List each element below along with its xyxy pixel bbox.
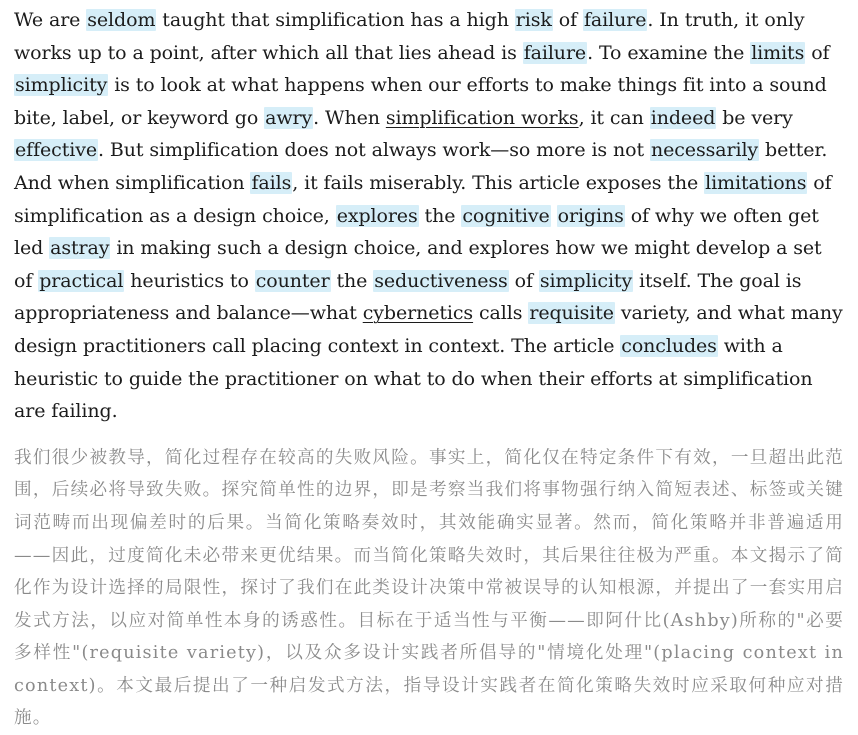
highlighted-word[interactable]: necessarily <box>650 139 759 162</box>
text-segment: variety, and what many design practitioners call placing context in context. The article <box>14 302 843 357</box>
highlighted-word[interactable]: counter <box>255 269 330 292</box>
highlighted-word[interactable]: cognitive <box>462 204 550 227</box>
text-segment: in making such a design choice, and explores how we might develop a set of <box>14 237 822 292</box>
text-segment: of <box>508 269 539 292</box>
text-segment: of <box>552 9 583 31</box>
underlined-phrase[interactable]: cybernetics <box>362 302 474 325</box>
highlighted-word[interactable]: awry <box>265 106 313 129</box>
highlighted-word[interactable]: limits <box>751 41 805 64</box>
text-segment: . In truth, it only works up to a point, after which all that lies ahead is <box>14 9 805 64</box>
highlighted-word[interactable]: origins <box>557 204 624 227</box>
highlighted-word[interactable]: simplicity <box>15 74 108 97</box>
text-segment: . To examine the <box>587 41 751 64</box>
english-paragraph <box>14 4 844 428</box>
text-segment: calls <box>473 302 529 325</box>
text-segment: . When <box>313 106 386 129</box>
highlighted-word[interactable]: limitations <box>705 171 807 194</box>
text-segment: of <box>805 41 830 64</box>
highlighted-word[interactable]: indeed <box>650 106 716 129</box>
text-segment: . But simplification does not always work—so more is not <box>97 139 650 162</box>
text-segment: of why we often get led <box>14 204 819 260</box>
text-segment: heuristics to <box>124 269 255 292</box>
highlighted-word[interactable]: practical <box>39 269 124 292</box>
highlighted-word[interactable]: fails <box>251 171 292 194</box>
text-segment: with a heuristic to guide the practitioner on what to do when their efforts at simplification are failing. <box>14 334 813 423</box>
highlighted-word[interactable]: simplicity <box>539 269 633 292</box>
text-segment: , it can <box>578 106 650 129</box>
highlighted-word[interactable]: seldom <box>87 9 156 31</box>
text-segment: be very <box>716 106 793 129</box>
text-segment: the <box>330 269 374 292</box>
text-segment: is to look at what happens when our efforts to make things fit into a sound bite, label, or keyword go <box>14 74 827 129</box>
text-segment: taught that simplification has a high <box>156 9 515 31</box>
highlighted-word[interactable]: failure <box>523 41 587 64</box>
highlighted-word[interactable]: risk <box>515 9 552 31</box>
highlighted-word[interactable]: astray <box>50 237 110 260</box>
text-segment: itself. The goal is appropriateness and balance—what <box>14 269 802 325</box>
highlighted-word[interactable]: failure <box>583 9 647 31</box>
text-segment: the <box>418 204 462 227</box>
highlighted-word[interactable]: seductiveness <box>374 269 508 292</box>
bilingual-reader <box>14 4 844 735</box>
text-segment <box>551 205 557 227</box>
underlined-phrase[interactable]: simplification works <box>385 106 579 129</box>
text-segment: of simplification as a design choice, <box>14 171 832 227</box>
highlighted-word[interactable]: requisite <box>529 302 614 325</box>
text-segment: better. And when simplification <box>14 139 828 194</box>
highlighted-word[interactable]: concludes <box>621 334 717 357</box>
text-segment: We are <box>14 9 87 31</box>
highlighted-word[interactable]: explores <box>336 204 418 227</box>
highlighted-word[interactable]: effective <box>15 139 97 162</box>
text-segment: , it fails miserably. This article exposes the <box>292 171 705 194</box>
chinese-paragraph: 我们很少被教导，简化过程存在较高的失败风险。事实上，简化仅在特定条件下有效，一旦超出此范围，后续必将导致失败。探究简单性的边界，即是考察当我们将事物强行纳入简短表述、标签或关键词范畴而出现偏差时的后果。当简化策略奏效时，其效能确实显著。然而，简化策略并非普遍适用——因此，过度简化未必带来更优结果。而当简化策略失效时，其后果往往极为严重。本文揭示了简化作为设计选择的局限性，探讨了我们在此类设计决策中常被误导的认知根源，并提出了一套实用启发式方法，以应对简单性本身的诱惑性。目标在于适当性与平衡——即阿什比(Ashby)所称的"必要多样性"(requisite variety)，以及众多设计实践者所倡导的"情境化处理"(placing context in context)。本文最后提出了一种启发式方法，指导设计实践者在简化策略失效时应采取何种应对措施。 <box>14 447 844 729</box>
